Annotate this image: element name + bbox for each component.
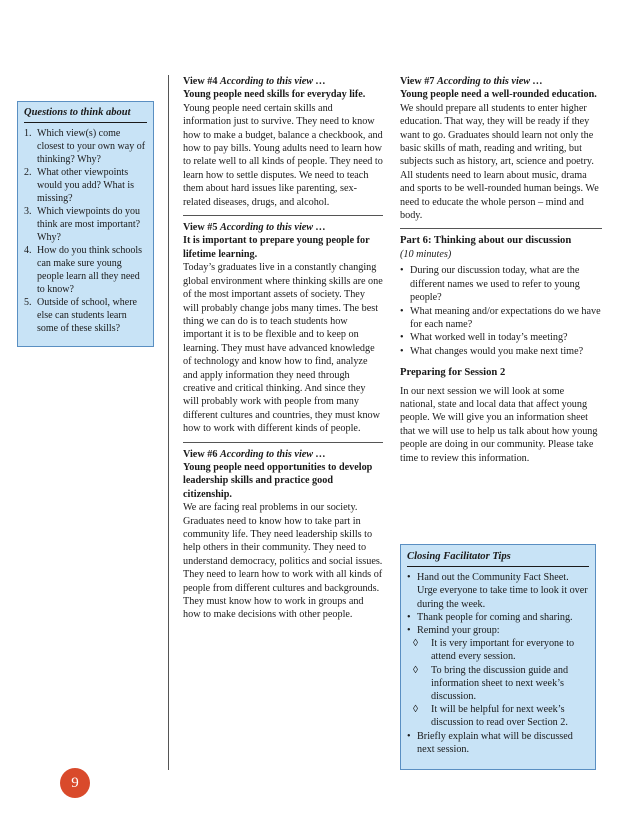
- view-heading: View #6 According to this view …: [183, 448, 326, 460]
- facilitator-tips-box: [400, 544, 596, 770]
- view-subheading: Young people need a well-rounded education.: [400, 89, 597, 101]
- view-body: Young people need certain skills and information just to survive. They need to know how to make a budget, balance a checkbook, and how to pay bills. Young adults need to learn how to relate well to all kinds of people. They need to learn how to settle disputes. We need to teach them about hard issues like parenting, sex-related diseases, drugs, and alcohol.: [183, 102, 383, 208]
- view-7: [400, 75, 602, 222]
- question-item: 2. What other viewpoints would you add? What is missing?: [24, 167, 135, 204]
- view-5: [183, 221, 383, 436]
- view-heading: View #4 According to this view …: [183, 76, 326, 87]
- part-6-section: [400, 234, 602, 358]
- list-item: ◊ To bring the discussion guide and information sheet to next week’s discussion.: [413, 664, 569, 703]
- section-title: Part 6: Thinking about our discussion: [400, 235, 572, 247]
- session-2-section: [400, 366, 602, 465]
- diamond-icon: ◊: [413, 704, 419, 716]
- divider: [400, 228, 602, 229]
- questions-sidebar: [17, 101, 154, 347]
- view-body: We should prepare all students to enter higher education. That way, they will be ready if they want to go. Graduates should learn not only the basic skills of math, reading and writing, but subjects such as history, art, science and poetry. All students need to learn about music, drama and sports to be well-rounded human beings. We need to educate the whole person – mind and body.: [400, 102, 599, 222]
- section-title: Preparing for Session 2: [400, 367, 506, 379]
- diamond-icon: ◊: [413, 638, 419, 650]
- list-item: • What changes would you make next time?: [400, 345, 584, 357]
- list-item: • During our discussion today, what are the different names we used to refer to young people?: [400, 265, 580, 304]
- view-subheading: Young people need opportunities to develop leadership skills and practice good citizenship.: [183, 461, 373, 500]
- list-item: • What meaning and/or expectations do we have for each name?: [400, 305, 601, 330]
- view-subheading: Young people need skills for everyday life.: [183, 89, 366, 101]
- list-item: • Hand out the Community Fact Sheet. Urge everyone to take time to look it over during the week.: [407, 572, 588, 610]
- list-item: • Briefly explain what will be discussed next session.: [407, 730, 573, 755]
- part-6-bullets: [400, 264, 602, 358]
- view-body: We are facing real problems in our society. Graduates need to know how to take part in community life. They need leadership skills to help others in their community. They need to understand democracy, politics and social issues. They need to learn how to work with all kinds of people from different cultures and backgrounds. They must know how to work in groups and how to make decisions with other people.: [183, 502, 383, 621]
- question-item: 3. Which viewpoints do you think are most important? Why?: [24, 206, 141, 243]
- questions-list: [24, 127, 147, 335]
- section-body: In our next session we will look at some national, state and local data that affect young people. We will give you an information sheet that we will use to help us talk about how young people are doing in our community. Please take time to review this information.: [400, 385, 598, 464]
- list-item: ◊ It is very important for everyone to attend every session.: [413, 638, 575, 663]
- right-column: [400, 75, 602, 465]
- list-item: ◊ It will be helpful for next week’s discussion to read over Section 2.: [413, 704, 568, 729]
- view-subheading: It is important to prepare young people for lifetime learning.: [183, 235, 370, 260]
- list-item: • Remind your group: ◊ It is very important for everyone to attend every session. ◊ To bring the discussion guide and information sheet to next week’s discussion. ◊ It will be helpful for next week’s discussion to read over Section 2.: [407, 624, 589, 730]
- sidebar-title: Questions to think about: [24, 107, 147, 123]
- tips-title: Closing Facilitator Tips: [407, 550, 589, 567]
- divider: [183, 442, 383, 443]
- view-heading: View #5 According to this view …: [183, 222, 326, 234]
- question-item: 1. Which view(s) come closest to your own way of thinking? Why?: [24, 128, 146, 165]
- question-item: 5. Outside of school, where else can students learn some of these skills?: [24, 297, 137, 334]
- page-number-badge: 9: [60, 768, 90, 798]
- column-divider: [168, 75, 169, 770]
- question-item: 4. How do you think schools can make sure young people learn all they need to know?: [24, 245, 142, 295]
- list-item: • Thank people for coming and sharing.: [407, 611, 573, 623]
- view-4: [183, 75, 383, 209]
- view-6: [183, 448, 383, 622]
- tips-list: [407, 571, 589, 756]
- diamond-icon: ◊: [413, 664, 419, 676]
- reminder-list: [407, 637, 589, 729]
- section-duration: (10 minutes): [400, 248, 452, 260]
- view-body: Today’s graduates live in a constantly changing global environment where thinking skills are one of the most important assets of society. They will probably change jobs many times. The best thing we can do is to teach students how important it is to be flexible and to keep on learning. They must have advanced knowledge of technology and know how to find, analyze and apply information they need through creative and critical thinking. And since they will probably work with people from many different cultures and countries, they must know how to work with different kinds of people.: [183, 262, 383, 435]
- divider: [183, 215, 383, 216]
- middle-column: [183, 75, 383, 622]
- list-item: • What worked well in today’s meeting?: [400, 332, 568, 344]
- view-heading: View #7 According to this view …: [400, 76, 543, 87]
